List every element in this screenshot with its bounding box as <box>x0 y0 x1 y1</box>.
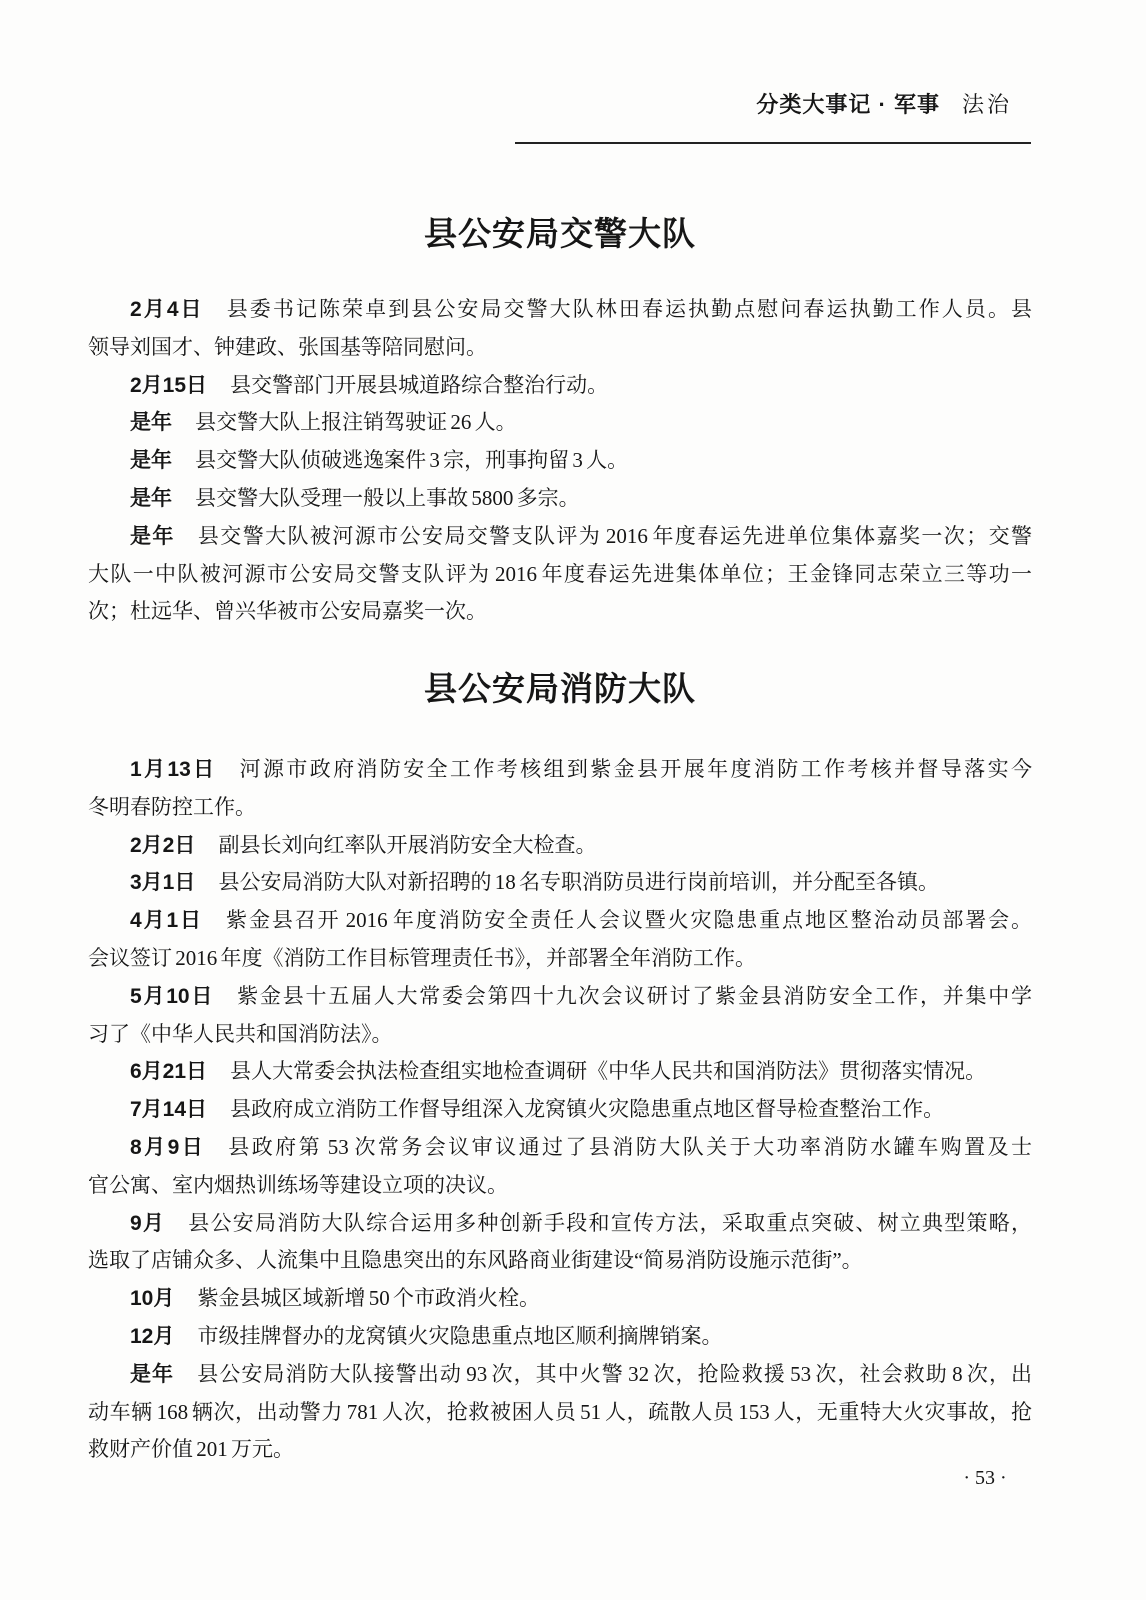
running-header <box>756 88 1012 122</box>
event-text-line <box>88 751 1032 789</box>
event-text-line: 官公寓、室内烟热训练场等建设立项的决议。 <box>88 1172 508 1197</box>
event-entry <box>88 367 1032 405</box>
event-date: 3月1日 <box>130 871 196 895</box>
event-date: 是年 <box>130 524 175 548</box>
event-text-line: 会议签订 2016 年度《消防工作目标管理责任书》，并部署全年消防工作。 <box>88 945 756 970</box>
event-text: 县公安局消防大队对新招聘的 18 名专职消防员进行岗前培训，并分配至各镇。 <box>218 870 939 895</box>
event-date: 2月4日 <box>130 298 204 321</box>
event-text: 县委书记陈荣卓到县公安局交警大队林田春运执勤点慰问春运执勤工作人员。县 <box>226 297 1033 321</box>
event-text: 县公安局消防大队综合运用多种创新手段和宣传方法，采取重点突破、树立典型策略， <box>188 1210 1032 1235</box>
event-text: 县交警大队受理一般以上事故 5800 多宗。 <box>195 485 580 510</box>
event-date: 2月2日 <box>130 833 196 857</box>
event-text: 县交警大队上报注销驾驶证 26 人。 <box>195 410 517 435</box>
section-body <box>88 291 1032 631</box>
event-text-line <box>88 1356 1032 1394</box>
section-title: 县公安局交警大队 <box>424 217 696 253</box>
event-date: 12月 <box>130 1324 175 1348</box>
event-text-line <box>88 1205 1032 1243</box>
event-text: 河源市政府消防安全工作考核组到紫金县开展年度消防工作考核并督导落实今 <box>239 757 1032 781</box>
event-date: 7月14日 <box>130 1098 208 1122</box>
event-entry <box>88 480 1032 518</box>
event-text: 副县长刘向红率队开展消防安全大检查。 <box>218 832 597 857</box>
header-subcategory: 法治 <box>961 92 1012 117</box>
event-entry <box>88 1053 1032 1091</box>
event-text-line <box>88 442 1032 480</box>
event-entry <box>88 518 1032 631</box>
event-entry <box>88 1318 1032 1356</box>
event-text-line <box>88 827 1032 865</box>
event-text: 紫金县十五届人大常委会第四十九次会议研讨了紫金县消防安全工作，并集中学 <box>237 983 1032 1008</box>
event-entry <box>88 1129 1032 1205</box>
header-category: 分类大事记 · 军事 <box>756 92 940 117</box>
event-text-line <box>88 902 1032 940</box>
event-text-line <box>88 1091 1032 1129</box>
event-text-line <box>88 518 1032 556</box>
event-text: 紫金县召开 2016 年度消防安全责任人会议暨火灾隐患重点地区整治动员部署会。 <box>226 908 1033 933</box>
event-text: 市级挂牌督办的龙窝镇火灾隐患重点地区顺利摘牌销案。 <box>197 1323 723 1348</box>
event-date: 是年 <box>130 449 172 473</box>
event-text: 县交警大队被河源市公安局交警支队评为 2016 年度春运先进单位集体嘉奖一次；交警 <box>197 523 1032 548</box>
event-text-line <box>88 1129 1032 1167</box>
event-entry <box>88 1091 1032 1129</box>
event-text-line: 领导刘国才、钟建政、张国基等陪同慰问。 <box>88 334 487 359</box>
event-date: 2月15日 <box>130 373 208 397</box>
event-text-line: 动车辆 168 辆次，出动警力 781 人次，抢救被困人员 51 人，疏散人员 153 人，无重特大火灾事故，抢 <box>88 1399 1032 1424</box>
event-text-line: 次；杜远华、曾兴华被市公安局嘉奖一次。 <box>88 599 487 624</box>
event-text-line: 救财产价值 201 万元。 <box>88 1437 294 1462</box>
event-text-line <box>88 291 1032 329</box>
event-text-line: 冬明春防控工作。 <box>88 794 256 819</box>
event-text-line <box>88 480 1032 518</box>
page-number: · 53 · <box>963 1467 1007 1489</box>
event-entry <box>88 1280 1032 1318</box>
event-text: 县人大常委会执法检查组实地检查调研《中华人民共和国消防法》贯彻落实情况。 <box>230 1059 987 1084</box>
section-title: 县公安局消防大队 <box>424 672 696 708</box>
event-date: 5月10日 <box>130 984 215 1008</box>
event-date: 8月9日 <box>130 1135 206 1159</box>
event-text-line <box>88 404 1032 442</box>
event-date: 9月 <box>130 1211 166 1235</box>
event-text: 县政府第 53 次常务会议审议通过了县消防大队关于大功率消防水罐车购置及士 <box>228 1134 1032 1159</box>
event-entry <box>88 442 1032 480</box>
event-text-line <box>88 978 1032 1016</box>
event-text-line <box>88 1318 1032 1356</box>
event-date: 4月1日 <box>130 909 203 933</box>
event-text: 县交警部门开展县城道路综合整治行动。 <box>230 372 609 397</box>
event-date: 6月21日 <box>130 1060 208 1084</box>
event-date: 10月 <box>130 1287 175 1311</box>
event-entry <box>88 864 1032 902</box>
event-date: 是年 <box>130 486 172 510</box>
event-entry <box>88 404 1032 442</box>
event-text-line <box>88 1280 1032 1318</box>
event-entry <box>88 1205 1032 1281</box>
event-entry <box>88 827 1032 865</box>
event-text: 县政府成立消防工作督导组深入龙窝镇火灾隐患重点地区督导检查整治工作。 <box>230 1097 945 1122</box>
event-text-line <box>88 864 1032 902</box>
event-text-line: 习了《中华人民共和国消防法》。 <box>88 1021 393 1046</box>
event-date: 是年 <box>130 1362 175 1386</box>
event-text-line: 大队一中队被河源市公安局交警支队评为 2016 年度春运先进集体单位；王金锋同志荣立三等功一 <box>88 561 1032 586</box>
event-text-line <box>88 367 1032 405</box>
event-text: 县交警大队侦破逃逸案件 3 宗，刑事拘留 3 人。 <box>195 448 629 473</box>
event-entry <box>88 291 1032 367</box>
event-date: 是年 <box>130 411 172 435</box>
event-entry <box>88 1356 1032 1469</box>
event-text: 县公安局消防大队接警出动 93 次，其中火警 32 次，抢险救援 53 次，社会救助 8 次，出 <box>197 1361 1033 1386</box>
event-text-line: 选取了店铺众多、人流集中且隐患突出的东风路商业街建设“简易消防设施示范街”。 <box>88 1248 863 1273</box>
event-entry <box>88 751 1032 827</box>
header-rule <box>515 142 1031 144</box>
section-body <box>88 751 1032 1469</box>
event-date: 1月13日 <box>130 758 217 781</box>
event-text: 紫金县城区域新增 50 个市政消火栓。 <box>197 1286 540 1311</box>
event-text-line <box>88 1053 1032 1091</box>
event-entry <box>88 902 1032 978</box>
event-entry <box>88 978 1032 1054</box>
